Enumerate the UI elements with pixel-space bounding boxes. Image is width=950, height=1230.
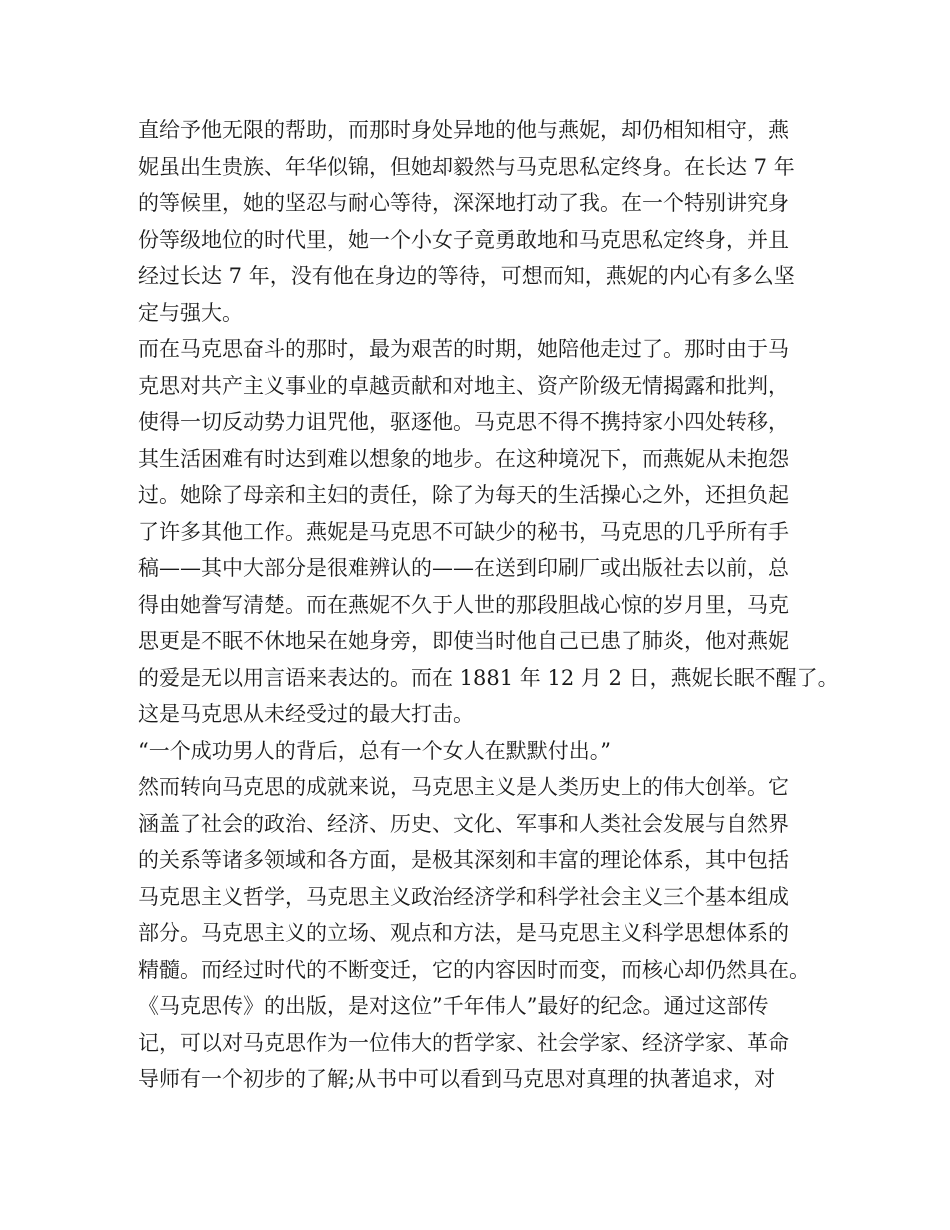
text-line: 稿——其中大部分是很难辨认的——在送到印刷厂或出版社去以前，总 xyxy=(138,556,789,580)
text-line: 这是马克思从未经受过的最大打击。 xyxy=(138,702,474,726)
text-line: 导师有一个初步的了解;从书中可以看到马克思对真理的执著追求，对 xyxy=(138,1067,776,1091)
text-line: 直给予他无限的帮助，而那时身处异地的他与燕妮，却仍相知相守，燕 xyxy=(138,118,789,142)
text-line: 《马克思传》的出版，是对这位”千年伟人”最好的纪念。通过这部传 xyxy=(138,994,769,1018)
text-line: 定与强大。 xyxy=(138,300,243,325)
text-line: 克思对共产主义事业的卓越贡献和对地主、资产阶级无情揭露和批判， xyxy=(138,373,789,398)
text-line: 涵盖了社会的政治、经济、历史、文化、军事和人类社会发展与自然界 xyxy=(138,811,789,836)
text-line: 份等级地位的时代里，她一个小女子竟勇敢地和马克思私定终身，并且 xyxy=(138,227,789,252)
text-line: 使得一切反动势力诅咒他，驱逐他。马克思不得不携持家小四处转移， xyxy=(138,410,789,434)
text-line: 了许多其他工作。燕妮是马克思不可缺少的秘书，马克思的几乎所有手 xyxy=(138,519,789,544)
text-line: 经过长达 7 年，没有他在身边的等待，可想而知，燕妮的内心有多么坚 xyxy=(138,264,795,288)
text-line: 得由她誊写清楚。而在燕妮不久于人世的那段胆战心惊的岁月里，马克 xyxy=(138,592,789,617)
text-line: 的爱是无以用言语来表达的。而在 1881 年 12 月 2 日，燕妮长眠不醒了。 xyxy=(138,665,839,690)
text-line: 部分。马克思主义的立场、观点和方法，是马克思主义科学思想体系的 xyxy=(138,921,789,945)
text-line: 妮虽出生贵族、年华似锦，但她却毅然与马克思私定终身。在长达 7 年 xyxy=(138,154,795,179)
text-line: 过。她除了母亲和主妇的责任，除了为每天的生活操心之外，还担负起 xyxy=(138,483,789,507)
body-text xyxy=(138,112,839,1098)
quote-line: “一个成功男人的背后，总有一个女人在默默付出。” xyxy=(138,738,611,763)
text-line: 而在马克思奋斗的那时，最为艰苦的时期，她陪他走过了。那时由于马 xyxy=(138,337,789,361)
text-line: 其生活困难有时达到难以想象的地步。在这种境况下，而燕妮从未抱怨 xyxy=(138,446,789,471)
text-line: 然而转向马克思的成就来说，马克思主义是人类历史上的伟大创举。它 xyxy=(138,775,789,799)
text-line: 马克思主义哲学，马克思主义政治经济学和科学社会主义三个基本组成 xyxy=(138,884,789,909)
text-line: 的等候里，她的坚忍与耐心等待，深深地打动了我。在一个特别讲究身 xyxy=(138,191,789,215)
text-line: 记，可以对马克思作为一位伟大的哲学家、社会学家、经济学家、革命 xyxy=(138,1030,789,1055)
text-line: 精髓。而经过时代的不断变迁，它的内容因时而变，而核心却仍然具在。 xyxy=(138,957,810,982)
text-line: 思更是不眠不休地呆在她身旁，即使当时他自己已患了肺炎，他对燕妮 xyxy=(138,629,789,653)
text-line: 的关系等诸多领域和各方面，是极其深刻和丰富的理论体系，其中包括 xyxy=(138,848,789,872)
